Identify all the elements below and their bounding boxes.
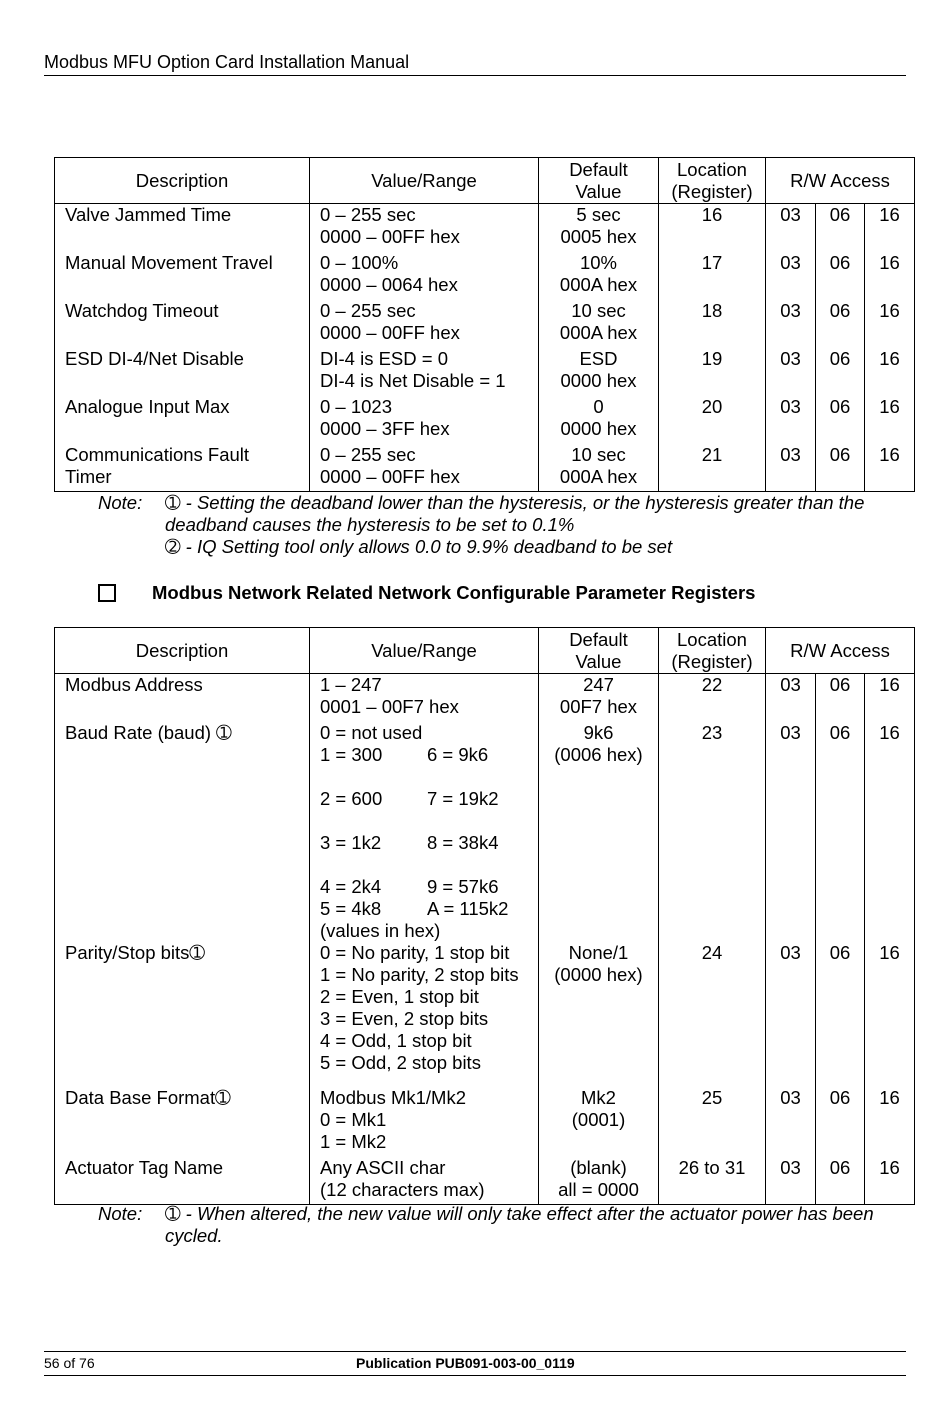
row-rw-write-multiple: 16 [865, 444, 915, 492]
header-default-value: Default Value [539, 628, 659, 674]
row-description: Actuator Tag Name [55, 1157, 310, 1205]
table-row [55, 1157, 915, 1205]
register-table-1 [54, 157, 915, 492]
row-value-range: 0 – 255 sec 0000 – 00FF hex [310, 444, 539, 492]
row-description: Parity/Stop bits➀ [55, 942, 310, 1087]
row-default: 9k6 (0006 hex) [539, 722, 659, 942]
note-line: ➀ - Setting the deadband lower than the hysteresis, or the hysteresis greater than the [165, 492, 865, 513]
header-rw-access: R/W Access [766, 158, 915, 204]
row-rw-write-multiple: 16 [865, 1157, 915, 1205]
row-description: Valve Jammed Time [55, 204, 310, 252]
row-rw-write-multiple: 16 [865, 674, 915, 722]
table-row [55, 348, 915, 396]
row-rw-write-multiple: 16 [865, 204, 915, 252]
row-rw-read: 03 [766, 1087, 816, 1157]
row-description: Manual Movement Travel [55, 252, 310, 300]
page-header-title: Modbus MFU Option Card Installation Manual [44, 52, 410, 72]
row-location: 18 [659, 300, 766, 348]
row-rw-write-single: 06 [816, 1157, 865, 1205]
checkbox-bullet-icon [98, 584, 116, 602]
page-number: 56 of 76 [44, 1355, 95, 1371]
row-rw-read: 03 [766, 252, 816, 300]
row-rw-write-multiple: 16 [865, 300, 915, 348]
row-value-range: Any ASCII char (12 characters max) [310, 1157, 539, 1205]
row-rw-write-single: 06 [816, 300, 865, 348]
row-rw-write-single: 06 [816, 204, 865, 252]
row-description: Modbus Address [55, 674, 310, 722]
row-default: None/1 (0000 hex) [539, 942, 659, 1087]
row-value-range: DI-4 is ESD = 0 DI-4 is Net Disable = 1 [310, 348, 539, 396]
row-default: ESD 0000 hex [539, 348, 659, 396]
header-divider [44, 75, 906, 76]
note-label: Note: [98, 492, 143, 513]
row-location: 23 [659, 722, 766, 942]
row-rw-write-single: 06 [816, 348, 865, 396]
row-default: 10% 000A hex [539, 252, 659, 300]
row-rw-write-multiple: 16 [865, 942, 915, 1087]
row-description: Watchdog Timeout [55, 300, 310, 348]
row-rw-read: 03 [766, 204, 816, 252]
publication-code: Publication PUB091-003-00_0119 [356, 1355, 575, 1371]
table-row [55, 722, 915, 942]
note-line: ➁ - IQ Setting tool only allows 0.0 to 9.9% deadband to be set [165, 536, 673, 557]
header-location: Location (Register) [659, 158, 766, 204]
row-rw-write-single: 06 [816, 674, 865, 722]
note-line: cycled. [165, 1225, 223, 1246]
row-rw-write-multiple: 16 [865, 396, 915, 444]
row-description: Baud Rate (baud) ➀ [55, 722, 310, 942]
row-rw-read: 03 [766, 300, 816, 348]
note-line: deadband causes the hysteresis to be set to 0.1% [165, 514, 575, 535]
row-rw-read: 03 [766, 396, 816, 444]
row-value-range: 1 – 247 0001 – 00F7 hex [310, 674, 539, 722]
header-default-value: Default Value [539, 158, 659, 204]
row-value-range: Modbus Mk1/Mk2 0 = Mk1 1 = Mk2 [310, 1087, 539, 1157]
row-rw-write-single: 06 [816, 396, 865, 444]
row-rw-read: 03 [766, 942, 816, 1087]
row-rw-write-multiple: 16 [865, 1087, 915, 1157]
row-rw-read: 03 [766, 1157, 816, 1205]
header-location: Location (Register) [659, 628, 766, 674]
row-rw-write-multiple: 16 [865, 348, 915, 396]
register-table-2 [54, 627, 915, 1205]
row-location: 21 [659, 444, 766, 492]
row-rw-read: 03 [766, 348, 816, 396]
row-default: 10 sec 000A hex [539, 444, 659, 492]
row-rw-read: 03 [766, 444, 816, 492]
row-default: 10 sec 000A hex [539, 300, 659, 348]
row-value-range: 0 – 255 sec 0000 – 00FF hex [310, 204, 539, 252]
row-default: 247 00F7 hex [539, 674, 659, 722]
row-default: 0 0000 hex [539, 396, 659, 444]
row-value-range: 0 – 255 sec 0000 – 00FF hex [310, 300, 539, 348]
row-rw-read: 03 [766, 674, 816, 722]
row-value-range: 0 – 1023 0000 – 3FF hex [310, 396, 539, 444]
row-location: 25 [659, 1087, 766, 1157]
section-heading: Modbus Network Related Network Configurable Parameter Registers [152, 582, 756, 603]
footer-divider-top [44, 1351, 906, 1352]
table-row [55, 252, 915, 300]
table-row [55, 942, 915, 1087]
note-line: ➀ - When altered, the new value will only take effect after the actuator power has been [165, 1203, 874, 1224]
header-description: Description [55, 628, 310, 674]
row-rw-write-single: 06 [816, 1087, 865, 1157]
row-rw-write-single: 06 [816, 942, 865, 1087]
row-location: 24 [659, 942, 766, 1087]
footer-divider-bottom [44, 1375, 906, 1376]
row-location: 16 [659, 204, 766, 252]
row-rw-write-multiple: 16 [865, 722, 915, 942]
row-location: 26 to 31 [659, 1157, 766, 1205]
row-value-range: 0 – 100% 0000 – 0064 hex [310, 252, 539, 300]
header-rw-access: R/W Access [766, 628, 915, 674]
row-description: Communications Fault Timer [55, 444, 310, 492]
table-row [55, 396, 915, 444]
row-description: Data Base Format➀ [55, 1087, 310, 1157]
row-rw-write-multiple: 16 [865, 252, 915, 300]
row-location: 20 [659, 396, 766, 444]
table-row [55, 300, 915, 348]
table-row [55, 444, 915, 492]
row-default: 5 sec 0005 hex [539, 204, 659, 252]
header-description: Description [55, 158, 310, 204]
row-rw-write-single: 06 [816, 722, 865, 942]
row-default: (blank) all = 0000 [539, 1157, 659, 1205]
row-description: Analogue Input Max [55, 396, 310, 444]
row-location: 19 [659, 348, 766, 396]
row-location: 22 [659, 674, 766, 722]
table-row [55, 1087, 915, 1157]
row-rw-write-single: 06 [816, 252, 865, 300]
row-location: 17 [659, 252, 766, 300]
row-rw-read: 03 [766, 722, 816, 942]
row-default: Mk2 (0001) [539, 1087, 659, 1157]
table-row [55, 204, 915, 252]
row-value-range: 0 = not used 1 = 300 6 = 9k6 2 = 600 7 = 19k2 3 = 1k2 8 = 38k4 4 = 2k4 9 = 57k6 5 = 4k8 A = 115k2 (values in hex) [310, 722, 539, 942]
row-description: ESD DI-4/Net Disable [55, 348, 310, 396]
row-rw-write-single: 06 [816, 444, 865, 492]
header-value-range: Value/Range [310, 158, 539, 204]
header-value-range: Value/Range [310, 628, 539, 674]
table-row [55, 674, 915, 722]
row-value-range: 0 = No parity, 1 stop bit 1 = No parity, 2 stop bits 2 = Even, 1 stop bit 3 = Even, 2 stop bits 4 = Odd, 1 stop bit 5 = Odd, 2 stop bits [310, 942, 539, 1087]
note-label: Note: [98, 1203, 143, 1224]
